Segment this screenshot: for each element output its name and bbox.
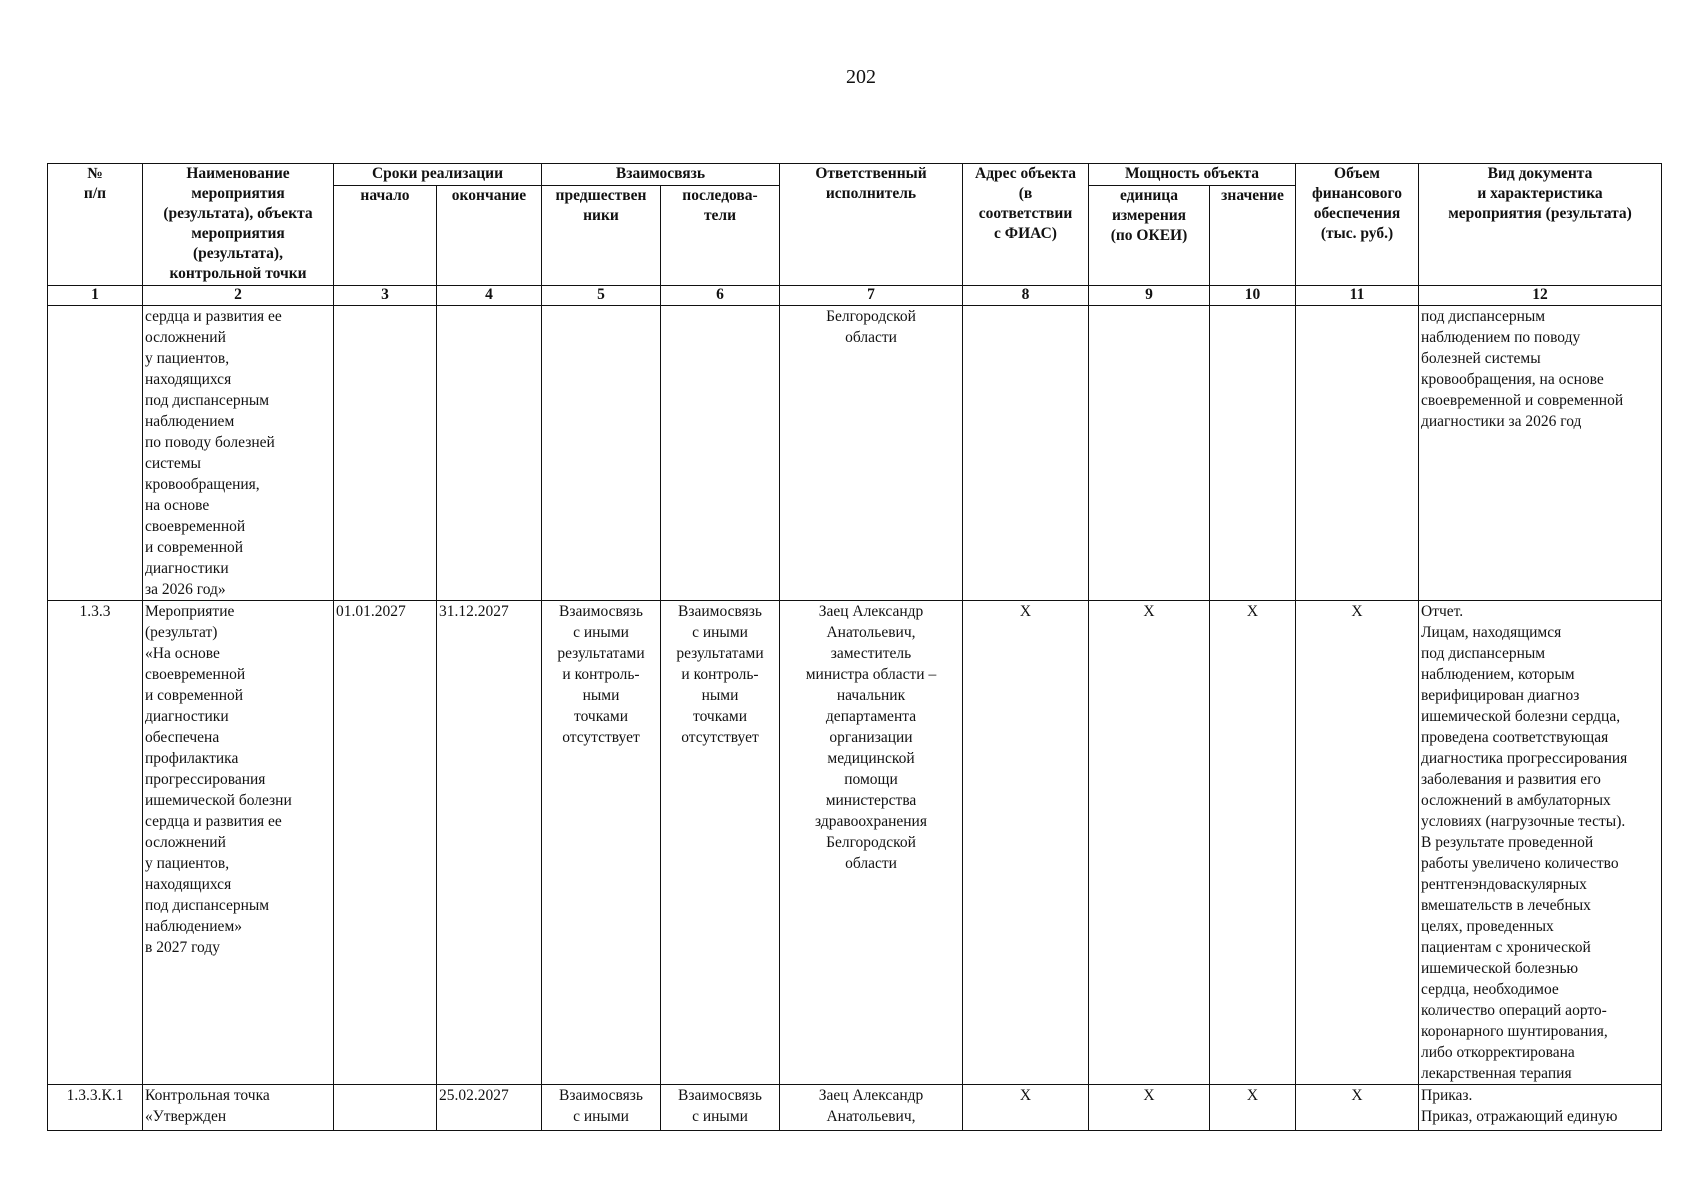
column-number: 4 [437, 286, 542, 306]
column-number: 1 [48, 286, 143, 306]
header-funding: Объем финансового обеспечения (тыс. руб.) [1296, 164, 1419, 286]
column-number: 6 [661, 286, 780, 306]
column-number: 10 [1210, 286, 1296, 306]
row-end: 25.02.2027 [437, 1085, 542, 1131]
row-start [334, 306, 437, 601]
row-name: сердца и развития ее осложнений у пациентов, находящихся под диспансерным наблюдением по поводу болезней системы кровообращения, на основе своевременной и современной диагностики за 2026 год» [143, 306, 334, 601]
row-predecessors [542, 306, 661, 601]
row-predecessors: Взаимосвязь с иными [542, 1085, 661, 1131]
header-predecessors: предшествен ники [542, 186, 661, 286]
row-value: Х [1210, 1085, 1296, 1131]
plan-table [47, 163, 1662, 1131]
header-address: Адрес объекта (в соответствии с ФИАС) [963, 164, 1089, 286]
header-terms-group: Сроки реализации [334, 164, 542, 186]
row-num: 1.3.3.К.1 [48, 1085, 143, 1131]
row-unit: Х [1089, 1085, 1210, 1131]
row-start: 01.01.2027 [334, 601, 437, 1085]
header-name: Наименование мероприятия (результата), объекта мероприятия (результата), контрольной точки [143, 164, 334, 286]
row-num: 1.3.3 [48, 601, 143, 1085]
column-number: 8 [963, 286, 1089, 306]
column-number: 5 [542, 286, 661, 306]
row-end [437, 306, 542, 601]
row-responsible: Заец Александр Анатольевич, [780, 1085, 963, 1131]
row-doc: Отчет. Лицам, находящимся под диспансерным наблюдением, которым верифицирован диагноз ишемической болезни сердца, проведена соответствующая диагностика прогрессирования заболевания и развития его осложнений в амбулаторных условиях (нагрузочные тесты). В результате проведенной работы увеличено количество рентгенэндоваскулярных вмешательств в лечебных целях, проведенных пациентам с хронической ишемической болезнью сердца, необходимое количество операций аорто- коронарного шунтирования, либо откорректирована лекарственная терапия [1419, 601, 1662, 1085]
header-start: начало [334, 186, 437, 286]
column-number: 7 [780, 286, 963, 306]
row-successors: Взаимосвязь с иными результатами и контроль- ными точками отсутствует [661, 601, 780, 1085]
row-doc: Приказ. Приказ, отражающий единую [1419, 1085, 1662, 1131]
row-end: 31.12.2027 [437, 601, 542, 1085]
row-funding: Х [1296, 1085, 1419, 1131]
row-address: Х [963, 1085, 1089, 1131]
header-doc-type: Вид документа и характеристика мероприятия (результата) [1419, 164, 1662, 286]
header-num: № п/п [48, 164, 143, 286]
header-responsible: Ответственный исполнитель [780, 164, 963, 286]
row-doc: под диспансерным наблюдением по поводу болезней системы кровообращения, на основе своевременной и современной диагностики за 2026 год [1419, 306, 1662, 601]
row-address [963, 306, 1089, 601]
header-unit: единица измерения (по ОКЕИ) [1089, 186, 1210, 286]
page-number: 202 [846, 66, 876, 88]
row-value [1210, 306, 1296, 601]
row-responsible: Белгородской области [780, 306, 963, 601]
row-unit: Х [1089, 601, 1210, 1085]
row-funding [1296, 306, 1419, 601]
row-num [48, 306, 143, 601]
row-responsible: Заец Александр Анатольевич, заместитель министра области – начальник департамента организации медицинской помощи министерства здравоохранения Белгородской области [780, 601, 963, 1085]
row-funding: Х [1296, 601, 1419, 1085]
column-number: 12 [1419, 286, 1662, 306]
column-number: 9 [1089, 286, 1210, 306]
row-value: Х [1210, 601, 1296, 1085]
row-unit [1089, 306, 1210, 601]
row-successors: Взаимосвязь с иными [661, 1085, 780, 1131]
row-name: Контрольная точка «Утвержден [143, 1085, 334, 1131]
row-address: Х [963, 601, 1089, 1085]
table-row [48, 601, 1662, 1085]
header-end: окончание [437, 186, 542, 286]
header-value: значение [1210, 186, 1296, 286]
header-links-group: Взаимосвязь [542, 164, 780, 186]
row-start [334, 1085, 437, 1131]
header-row-1 [48, 164, 1662, 186]
table-row [48, 306, 1662, 601]
header-successors: последова- тели [661, 186, 780, 286]
column-number: 11 [1296, 286, 1419, 306]
row-name: Мероприятие (результат) «На основе своевременной и современной диагностики обеспечена профилактика прогрессирования ишемической болезни сердца и развития ее осложнений у пациентов, находящихся под диспансерным наблюдением» в 2027 году [143, 601, 334, 1085]
table-row [48, 1085, 1662, 1131]
column-number: 3 [334, 286, 437, 306]
row-successors [661, 306, 780, 601]
row-predecessors: Взаимосвязь с иными результатами и контроль- ными точками отсутствует [542, 601, 661, 1085]
column-number-row [48, 286, 1662, 306]
header-capacity-group: Мощность объекта [1089, 164, 1296, 186]
column-number: 2 [143, 286, 334, 306]
